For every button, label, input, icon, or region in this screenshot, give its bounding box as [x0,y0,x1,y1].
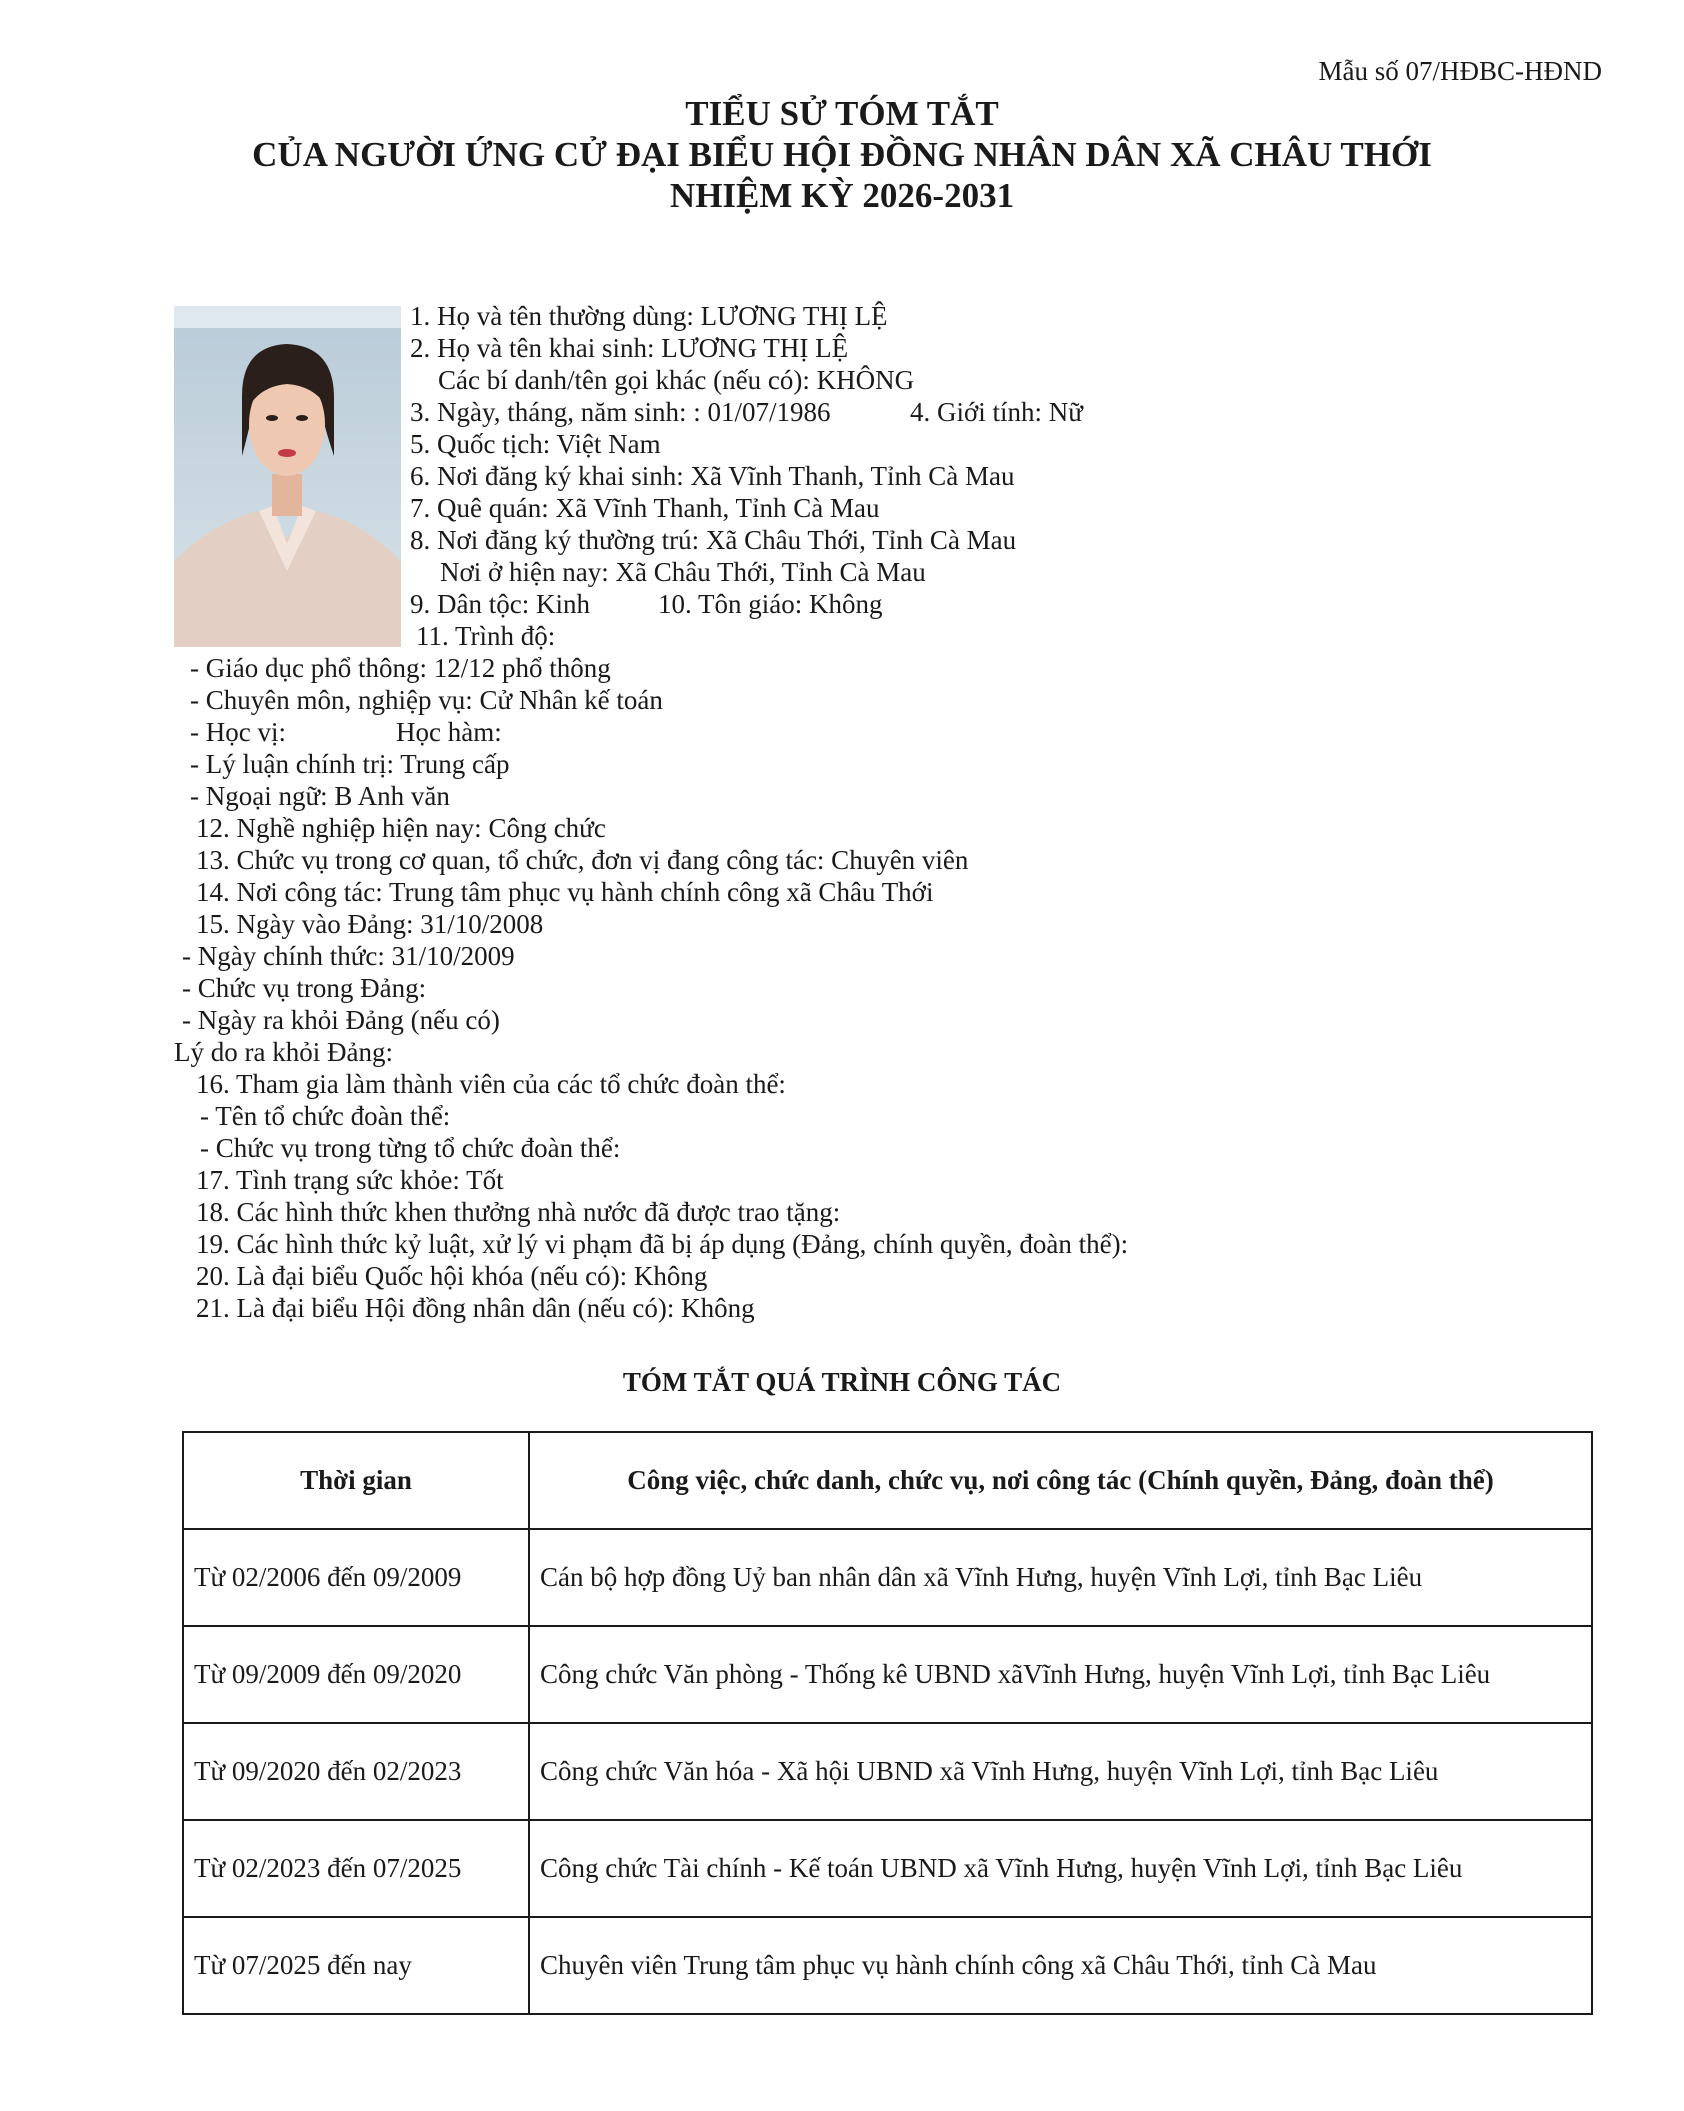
row-time: Từ 02/2006 đến 09/2009 [183,1529,529,1626]
field-national-assembly: 20. Là đại biểu Quốc hội khóa (nếu có): Không [196,1261,708,1291]
row-description: Công chức Văn phòng - Thống kê UBND xãVĩnh Hưng, huyện Vĩnh Lợi, tỉnh Bạc Liêu [529,1626,1592,1723]
field-common-name: 1. Họ và tên thường dùng: LƯƠNG THỊ LỆ [410,301,888,331]
header-description: Công việc, chức danh, chức vụ, nơi công tác (Chính quyền, Đảng, đoàn thể) [529,1432,1592,1529]
row-time: Từ 02/2023 đến 07/2025 [183,1820,529,1917]
field-workplace: 14. Nơi công tác: Trung tâm phục vụ hành chính công xã Châu Thới [196,877,934,907]
field-religion: 10. Tôn giáo: Không [658,589,883,619]
field-discipline: 19. Các hình thức kỷ luật, xử lý vi phạm đã bị áp dụng (Đảng, chính quyền, đoàn thể): [196,1229,1129,1259]
field-party-position: - Chức vụ trong Đảng: [182,973,427,1003]
field-organizations: 16. Tham gia làm thành viên của các tổ chức đoàn thể: [196,1069,786,1099]
row-time: Từ 09/2020 đến 02/2023 [183,1723,529,1820]
row-time: Từ 07/2025 đến nay [183,1917,529,2014]
field-birth-registration: 6. Nơi đăng ký khai sinh: Xã Vĩnh Thanh, Tỉnh Cà Mau [410,461,1015,491]
field-position: 13. Chức vụ trong cơ quan, tổ chức, đơn vị đang công tác: Chuyên viên [196,845,969,875]
field-permanent-residence: 8. Nơi đăng ký thường trú: Xã Châu Thới, Tỉnh Cà Mau [410,525,1017,555]
field-awards: 18. Các hình thức khen thưởng nhà nước đã được trao tặng: [196,1197,841,1227]
field-organization-position: - Chức vụ trong từng tổ chức đoàn thể: [200,1133,621,1163]
field-party-entry: 15. Ngày vào Đảng: 31/10/2008 [196,909,544,939]
row-description: Cán bộ hợp đồng Uỷ ban nhân dân xã Vĩnh Hưng, huyện Vĩnh Lợi, tỉnh Bạc Liêu [529,1529,1592,1626]
table-row [183,1723,1592,1820]
work-summary-title: TÓM TẮT QUÁ TRÌNH CÔNG TÁC [622,1367,1062,1397]
row-description: Chuyên viên Trung tâm phục vụ hành chính công xã Châu Thới, tỉnh Cà Mau [529,1917,1592,2014]
table-row [183,1529,1592,1626]
field-ethnicity: 9. Dân tộc: Kinh [410,589,590,619]
field-birth-date: 3. Ngày, tháng, năm sinh: : 01/07/1986 [410,397,831,427]
row-description: Công chức Tài chính - Kế toán UBND xã Vĩnh Hưng, huyện Vĩnh Lợi, tỉnh Bạc Liêu [529,1820,1592,1917]
field-birth-name: 2. Họ và tên khai sinh: LƯƠNG THỊ LỆ [410,333,849,363]
field-nationality: 5. Quốc tịch: Việt Nam [410,429,661,459]
field-political-theory: - Lý luận chính trị: Trung cấp [190,749,510,779]
table-row [183,1820,1592,1917]
field-aliases: Các bí danh/tên gọi khác (nếu có): KHÔNG [438,365,915,395]
document-subtitle: CỦA NGƯỜI ỨNG CỬ ĐẠI BIỂU HỘI ĐỒNG NHÂN DÂN XÃ CHÂU THỚI [252,135,1432,174]
field-degree: - Học vị: [190,717,286,747]
field-foreign-language: - Ngoại ngữ: B Anh văn [190,781,450,811]
table-row [183,1626,1592,1723]
term-title: NHIỆM KỲ 2026-2031 [669,176,1015,215]
work-history-table [182,1431,1593,2015]
field-organization-name: - Tên tổ chức đoàn thể: [200,1101,451,1131]
field-peoples-council: 21. Là đại biểu Hội đồng nhân dân (nếu có): Không [196,1293,755,1323]
field-academic-title: Học hàm: [396,717,502,747]
field-health: 17. Tình trạng sức khỏe: Tốt [196,1165,504,1195]
table-row [183,1917,1592,2014]
row-time: Từ 09/2009 đến 09/2020 [183,1626,529,1723]
form-number: Mẫu số 07/HĐBC-HĐND [1318,56,1602,86]
table-header-row [183,1432,1592,1529]
field-specialty: - Chuyên môn, nghiệp vụ: Cử Nhân kế toán [190,685,663,715]
field-party-exit-reason: Lý do ra khỏi Đảng: [174,1037,393,1067]
field-party-official: - Ngày chính thức: 31/10/2009 [182,941,515,971]
row-description: Công chức Văn hóa - Xã hội UBND xã Vĩnh Hưng, huyện Vĩnh Lợi, tỉnh Bạc Liêu [529,1723,1592,1820]
field-current-residence: Nơi ở hiện nay: Xã Châu Thới, Tỉnh Cà Mau [440,557,926,587]
field-hometown: 7. Quê quán: Xã Vĩnh Thanh, Tỉnh Cà Mau [410,493,880,523]
document-title: TIỂU SỬ TÓM TẮT [685,94,999,133]
candidate-portrait [174,306,401,647]
field-gender: 4. Giới tính: Nữ [910,397,1083,427]
field-party-exit-date: - Ngày ra khỏi Đảng (nếu có) [182,1005,500,1035]
field-general-education: - Giáo dục phổ thông: 12/12 phổ thông [190,653,611,683]
field-occupation: 12. Nghề nghiệp hiện nay: Công chức [196,813,606,843]
header-time: Thời gian [183,1432,529,1529]
field-education-heading: 11. Trình độ: [416,621,556,651]
